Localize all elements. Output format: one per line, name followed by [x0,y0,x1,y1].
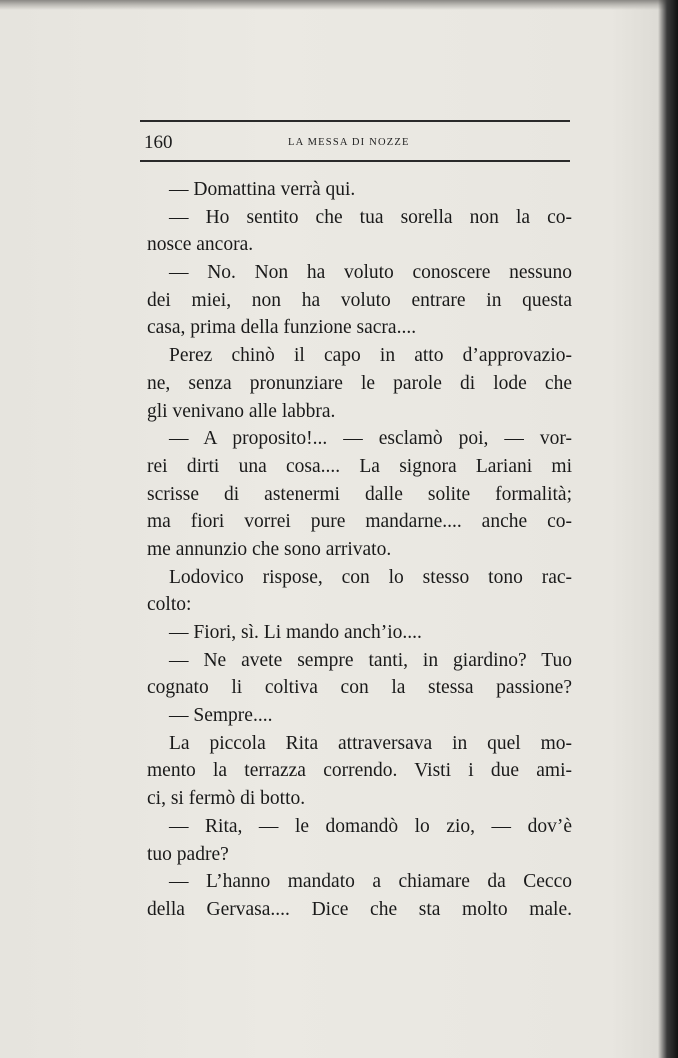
text-line: ne, senza pronunziare le parole di lode che [147,372,572,394]
text-line: tuo padre? [147,843,229,865]
text-line: — No. Non ha voluto conoscere nessuno [169,262,572,284]
running-header [140,128,570,156]
text-line: cognato li coltiva con la stessa passione? [147,677,572,699]
text-line: — A proposito!... — esclamò poi, — vor- [169,428,572,450]
text-line: rei dirti una cosa.... La signora Lariani mi [147,455,572,477]
text-line: della Gervasa.... Dice che sta molto male. [147,898,572,920]
text-line: ci, si fermò di botto. [147,788,306,810]
text-line: — Fiori, sì. Li mando anch’io.... [169,622,422,643]
text-line: casa, prima della funzione sacra.... [147,317,417,339]
text-line: — Ne avete sempre tanti, in giardino? Tuo [169,649,572,671]
text-line: dei miei, non ha voluto entrare in questa [147,289,572,311]
body-text [147,176,572,924]
text-line: — Sempre.... [169,705,273,727]
text-line: scrisse di astenermi dalle solite formalità; [147,483,572,505]
header-rule-top [140,120,570,122]
text-line: — Ho sentito che tua sorella non la co- [169,206,572,228]
text-line: La piccola Rita attraversava in quel mo- [169,732,572,754]
text-line: nosce ancora. [147,234,254,256]
text-line: — Domattina verrà qui. [169,179,356,200]
text-line: — Rita, — le domandò lo zio, — dov’è [169,815,572,837]
text-line: ma fiori vorrei pure mandarne.... anche co- [147,511,572,533]
text-line: — L’hanno mandato a chiamare da Cecco [169,871,572,893]
text-line: mento la terrazza correndo. Visti i due ami- [147,760,572,782]
text-line: me annunzio che sono arrivato. [147,538,392,560]
text-line: Lodovico rispose, con lo stesso tono rac- [169,566,572,588]
running-title: LA MESSA DI NOZZE [288,137,410,148]
page-binding-shadow [658,0,678,1058]
header-rule-bottom [140,160,570,162]
text-line: colto: [147,594,192,616]
text-line: Perez chinò il capo in atto d’approvazio- [169,345,572,367]
page-top-shadow [0,0,678,10]
page-number: 160 [144,132,173,153]
text-line: gli venivano alle labbra. [147,400,336,422]
